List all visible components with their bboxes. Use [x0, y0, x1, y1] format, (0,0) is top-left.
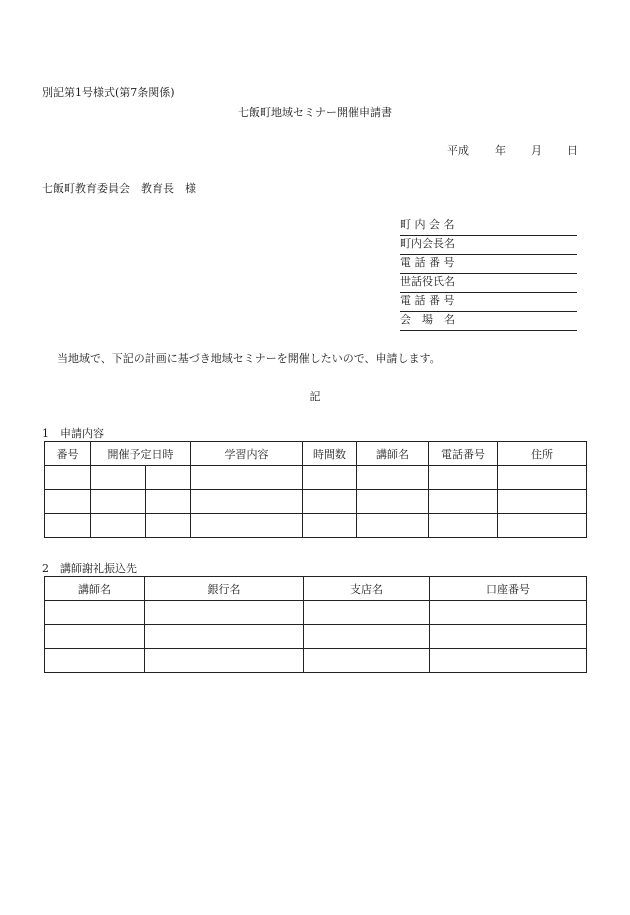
table-cell[interactable] — [429, 490, 498, 514]
table-row — [45, 514, 587, 538]
table-cell[interactable] — [45, 490, 91, 514]
table-cell[interactable] — [145, 601, 304, 625]
applicant-field-phone-2[interactable]: 電 話 番 号 — [400, 293, 577, 312]
table-cell[interactable] — [145, 649, 304, 673]
column-header: 口座番号 — [430, 577, 587, 601]
column-header: 時間数 — [303, 442, 357, 466]
table-cell[interactable] — [91, 490, 146, 514]
table-cell[interactable] — [304, 625, 430, 649]
table-row — [45, 625, 587, 649]
form-label: 別記第1号様式(第7条関係) — [42, 86, 175, 99]
date-day: 日 — [567, 144, 578, 157]
column-header: 講師名 — [357, 442, 429, 466]
table-cell[interactable] — [498, 514, 587, 538]
lecturer-fee-transfer-table — [44, 576, 587, 673]
table-cell[interactable] — [146, 514, 191, 538]
table-cell[interactable] — [45, 601, 145, 625]
column-header: 支店名 — [304, 577, 430, 601]
column-header: 銀行名 — [145, 577, 304, 601]
table-header-row — [45, 577, 587, 601]
table-cell[interactable] — [498, 466, 587, 490]
section1-heading: 1 申請内容 — [42, 427, 104, 440]
request-statement: 当地域で、下記の計画に基づき地域セミナーを開催したいので、申請します。 — [57, 352, 441, 365]
date-month: 月 — [531, 144, 542, 157]
table-row — [45, 490, 587, 514]
table-cell[interactable] — [357, 466, 429, 490]
applicant-field-town-association[interactable]: 町 内 会 名 — [400, 217, 577, 236]
date-year: 年 — [495, 144, 506, 157]
table-cell[interactable] — [45, 466, 91, 490]
ki-heading: 記 — [309, 390, 321, 403]
table-cell[interactable] — [357, 514, 429, 538]
application-content-table — [44, 441, 587, 538]
applicant-field-organizer[interactable]: 世話役氏名 — [400, 274, 577, 293]
applicant-field-phone-1[interactable]: 電 話 番 号 — [400, 255, 577, 274]
section2-heading: 2 講師謝礼振込先 — [42, 562, 137, 575]
table-row — [45, 601, 587, 625]
table-cell[interactable] — [429, 514, 498, 538]
table-cell[interactable] — [146, 466, 191, 490]
date-era: 平成 — [447, 144, 469, 157]
addressee: 七飯町教育委員会 教育長 様 — [42, 182, 196, 195]
table-cell[interactable] — [191, 490, 303, 514]
table-cell[interactable] — [357, 490, 429, 514]
table-header-row — [45, 442, 587, 466]
table-cell[interactable] — [303, 466, 357, 490]
table-cell[interactable] — [45, 625, 145, 649]
document-title: 七飯町地域セミナー開催申請書 — [238, 106, 392, 119]
column-header: 講師名 — [45, 577, 145, 601]
table-cell[interactable] — [45, 514, 91, 538]
applicant-field-association-chair[interactable]: 町内会長名 — [400, 236, 577, 255]
table-cell[interactable] — [145, 625, 304, 649]
table-cell[interactable] — [91, 466, 146, 490]
table-cell[interactable] — [430, 649, 587, 673]
table-cell[interactable] — [429, 466, 498, 490]
table-cell[interactable] — [191, 466, 303, 490]
table-cell[interactable] — [498, 490, 587, 514]
table-cell[interactable] — [45, 649, 145, 673]
column-header: 学習内容 — [191, 442, 303, 466]
column-header: 電話番号 — [429, 442, 498, 466]
table-cell[interactable] — [91, 514, 146, 538]
table-cell[interactable] — [303, 490, 357, 514]
column-header: 番号 — [45, 442, 91, 466]
applicant-field-venue[interactable]: 会 場 名 — [400, 312, 577, 331]
date-line — [447, 142, 578, 158]
table-row — [45, 649, 587, 673]
table-cell[interactable] — [430, 601, 587, 625]
table-cell[interactable] — [303, 514, 357, 538]
table-cell[interactable] — [191, 514, 303, 538]
table-row — [45, 466, 587, 490]
column-header: 住所 — [498, 442, 587, 466]
column-header: 開催予定日時 — [91, 442, 191, 466]
table-cell[interactable] — [430, 625, 587, 649]
applicant-fields — [400, 217, 577, 331]
table-cell[interactable] — [146, 490, 191, 514]
table-cell[interactable] — [304, 601, 430, 625]
table-cell[interactable] — [304, 649, 430, 673]
